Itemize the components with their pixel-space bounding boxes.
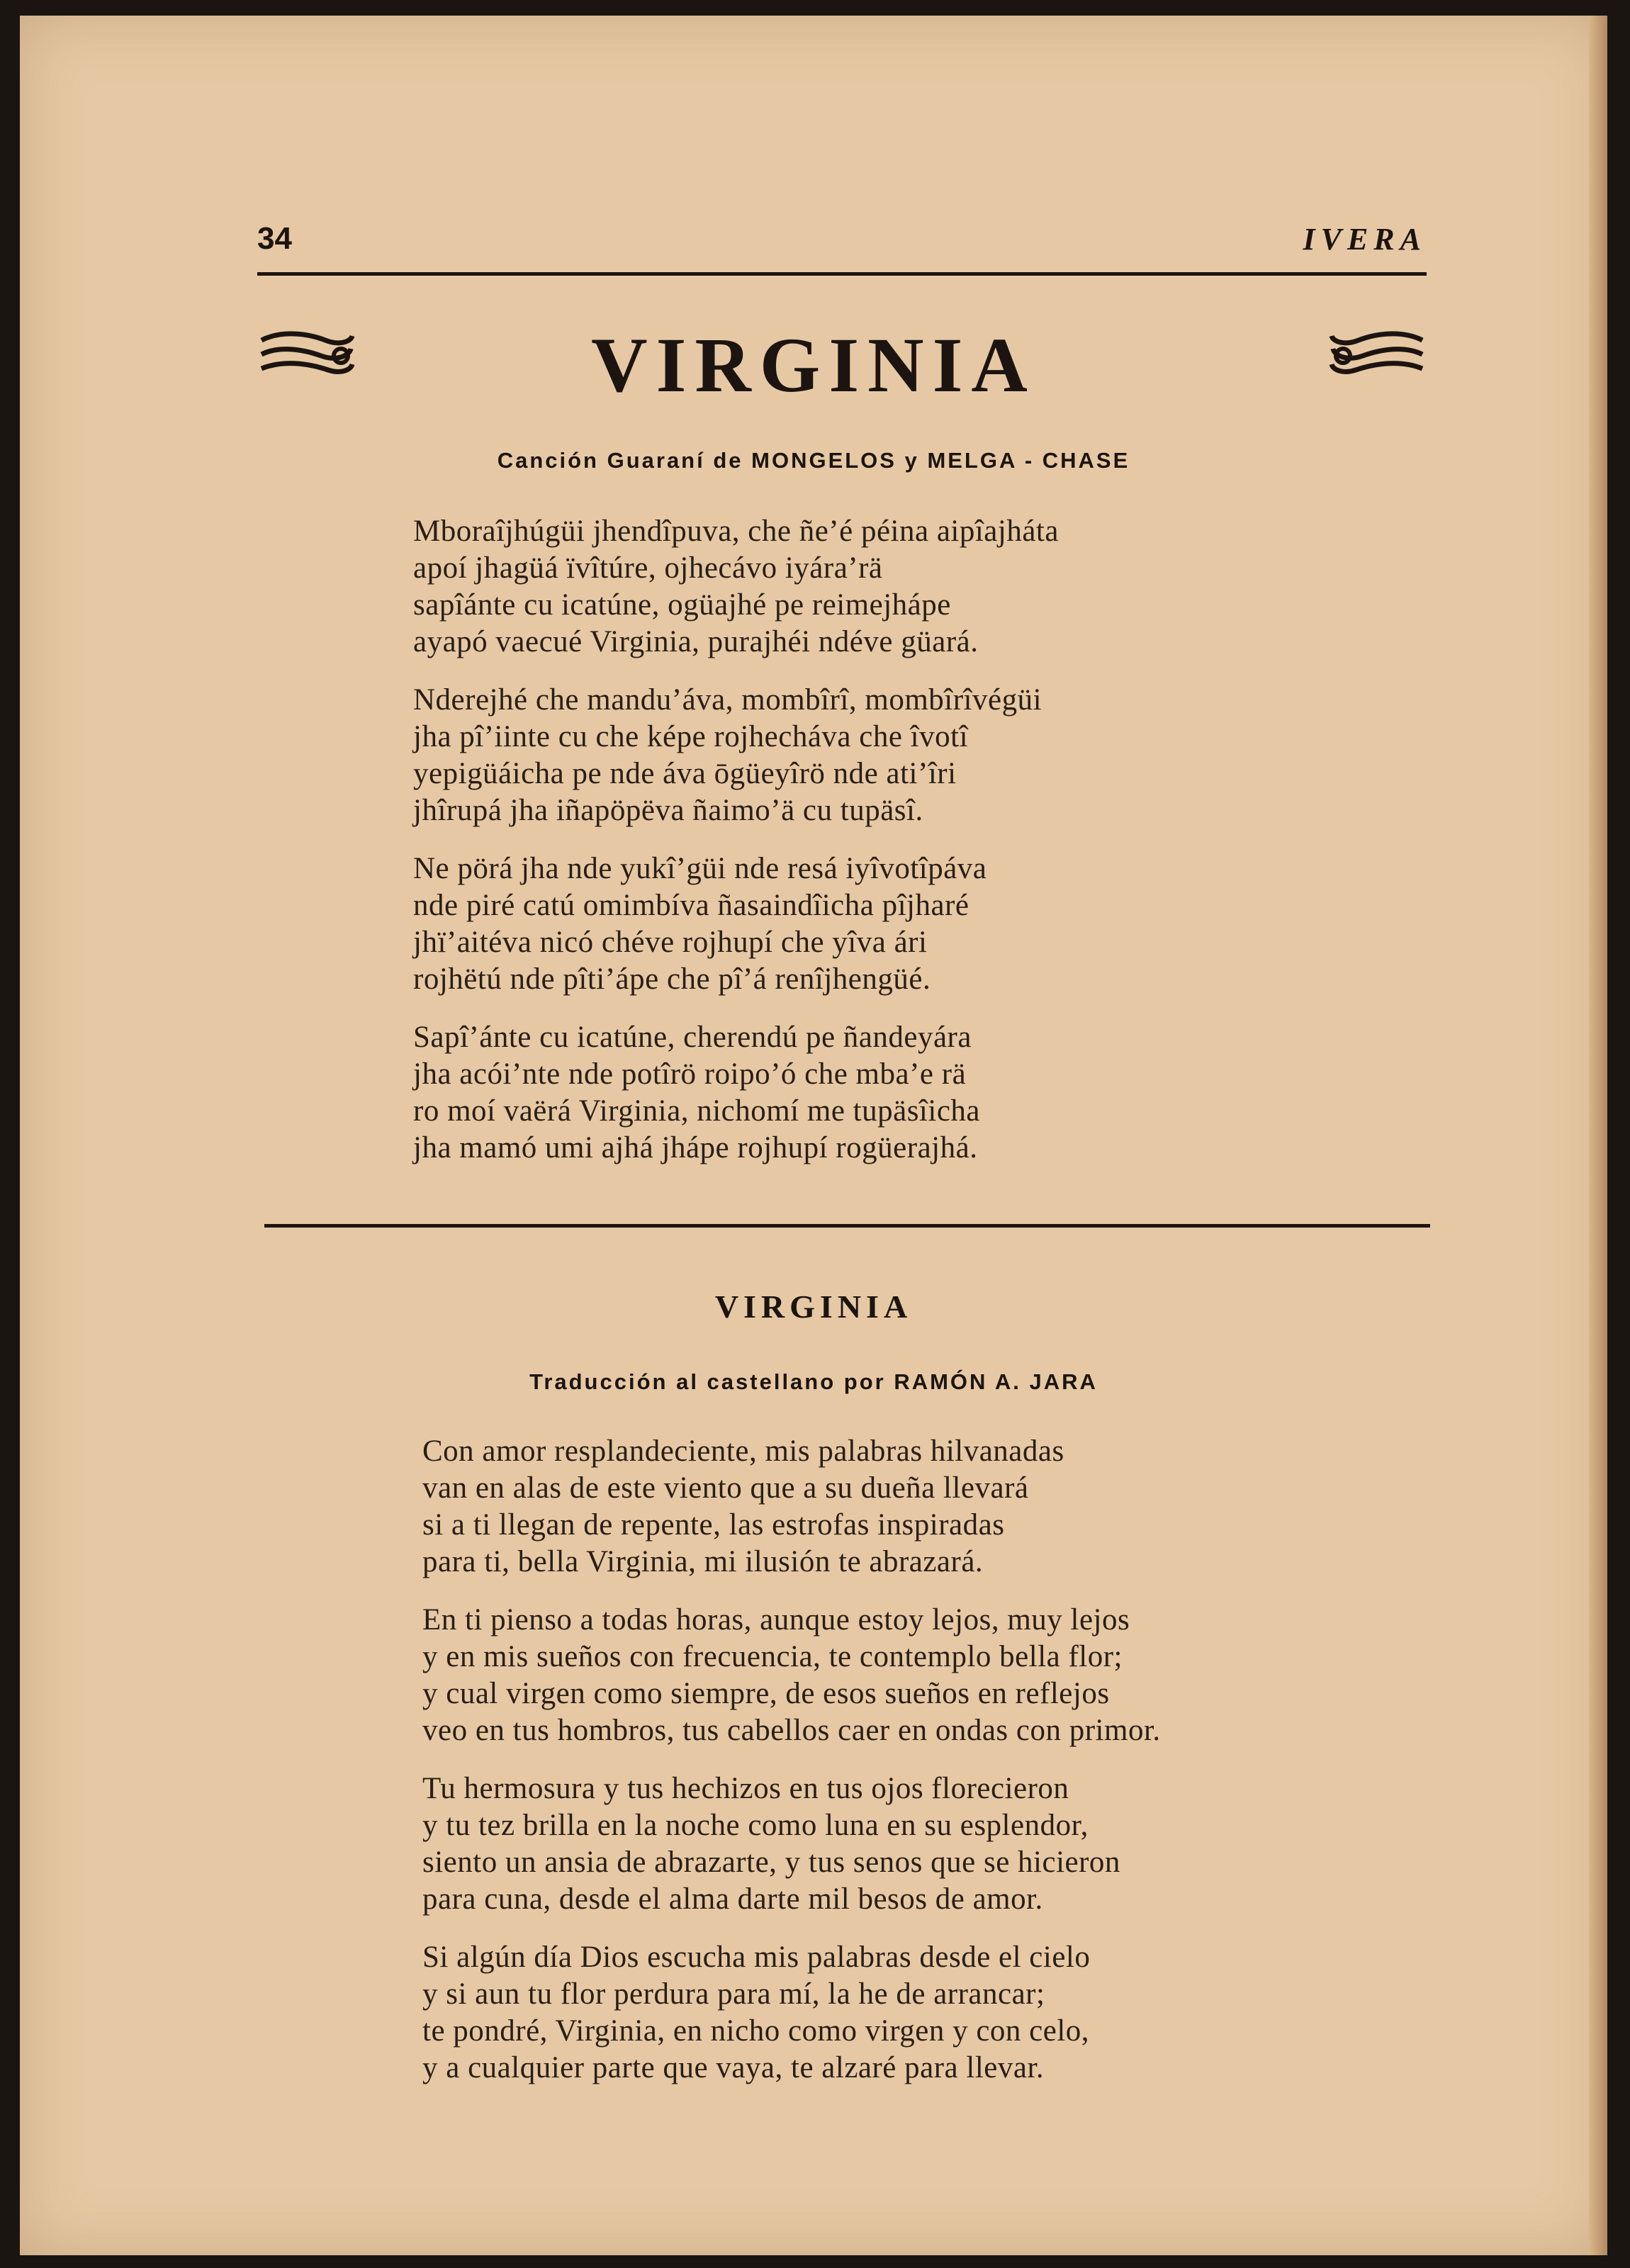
poem-line: nde piré catú omimbíva ñasaindîicha pîjharé xyxy=(413,889,969,922)
poem-line: van en alas de este viento que a su dueña llevará xyxy=(422,1471,1029,1505)
poem-line: para cuna, desde el alma darte mil besos de amor. xyxy=(422,1882,1043,1916)
poem-line: y en mis sueños con frecuencia, te contemplo bella flor; xyxy=(422,1640,1123,1673)
poem-line: Sapî’ánte cu icatúne, cherendú pe ñandeyára xyxy=(413,1021,972,1054)
stanza xyxy=(413,682,1059,829)
stanza xyxy=(422,1433,1161,1581)
poem-line: veo en tus hombros, tus cabellos caer en ondas con primor. xyxy=(422,1714,1161,1747)
poem-line: Tu hermosura y tus hechizos en tus ojos florecieron xyxy=(422,1772,1069,1805)
guarani-credit: Canción Guaraní de MONGELOS y MELGA - CHASE xyxy=(497,448,1130,473)
journal-name: IVERA xyxy=(1303,222,1427,257)
spanish-title: VIRGINIA xyxy=(714,1289,913,1325)
page-header xyxy=(257,221,1427,264)
stanza xyxy=(422,1939,1161,2087)
stanza xyxy=(413,1019,1059,1167)
poem-line: ro moí vaërá Virginia, nichomí me tupäsîicha xyxy=(413,1094,980,1128)
stanza xyxy=(422,1770,1161,1918)
poem-line: Con amor resplandeciente, mis palabras hilvanadas xyxy=(422,1435,1064,1468)
poem-line: siento un ansia de abrazarte, y tus senos que se hicieron xyxy=(422,1846,1120,1879)
poem-line: ayapó vaecué Virginia, purajhéi ndéve güará. xyxy=(413,625,979,658)
poem-line: jha pî’iinte cu che képe rojhecháva che îvotî xyxy=(413,720,969,753)
poem-line: En ti pienso a todas horas, aunque estoy lejos, muy lejos xyxy=(422,1603,1130,1637)
guarani-poem xyxy=(413,513,1059,1188)
poem-line: sapîánte cu icatúne, ogüajhé pe reimejhápe xyxy=(413,588,951,622)
poem-line: Ne pörá jha nde yukî’güi nde resá iyîvotîpáva xyxy=(413,852,987,885)
header-rule xyxy=(257,272,1427,276)
stanza xyxy=(413,850,1059,998)
poem-line: para ti, bella Virginia, mi ilusión te abrazará. xyxy=(422,1545,984,1578)
guarani-title: VIRGINIA xyxy=(591,322,1036,408)
poem-line: si a ti llegan de repente, las estrofas inspiradas xyxy=(422,1508,1005,1542)
poem-line: y si aun tu flor perdura para mí, la he de arrancar; xyxy=(422,1977,1045,2011)
spanish-credit: Traducción al castellano por RAMÓN A. JARA xyxy=(529,1369,1098,1394)
poem-line: yepigüáicha pe nde áva ōgüeyîrö nde ati’îri xyxy=(413,757,957,790)
poem-line: jhï’aitéva nicó chéve rojhupí che yîva ári xyxy=(413,926,928,959)
poem-line: Mboraîjhúgüi jhendîpuva, che ñe’é péina aipîajháta xyxy=(413,515,1059,548)
poem-line: y cual virgen como siempre, de esos sueños en reflejos xyxy=(422,1677,1110,1710)
section-divider xyxy=(264,1224,1430,1228)
poem-line: Nderejhé che mandu’áva, mombîrî, mombîrîvégüi xyxy=(413,683,1042,717)
poem-line: jhîrupá jha iñapöpëva ñaimo’ä cu tupäsî. xyxy=(413,794,923,827)
poem-line: jha acói’nte nde potîrö roipo’ó che mba’e rä xyxy=(413,1057,967,1091)
poem-line: te pondré, Virginia, en nicho como virgen y con celo, xyxy=(422,2014,1090,2048)
spanish-poem xyxy=(422,1433,1161,2108)
poem-line: y a cualquier parte que vaya, te alzaré para llevar. xyxy=(422,2051,1045,2084)
magazine-page xyxy=(20,16,1607,2255)
poem-line: apoí jhagüá ïvîtúre, ojhecávo iyára’rä xyxy=(413,551,883,585)
stanza xyxy=(422,1602,1161,1749)
stanza xyxy=(413,513,1059,661)
poem-line: Si algún día Dios escucha mis palabras desde el cielo xyxy=(422,1941,1091,1974)
page-number: 34 xyxy=(257,221,292,256)
poem-line: y tu tez brilla en la noche como luna en su esplendor, xyxy=(422,1809,1089,1842)
poem-line: jha mamó umi ajhá jhápe rojhupí rogüerajhá. xyxy=(413,1131,978,1164)
poem-line: rojhëtú nde pîti’ápe che pî’á renîjhengüé. xyxy=(413,962,931,996)
